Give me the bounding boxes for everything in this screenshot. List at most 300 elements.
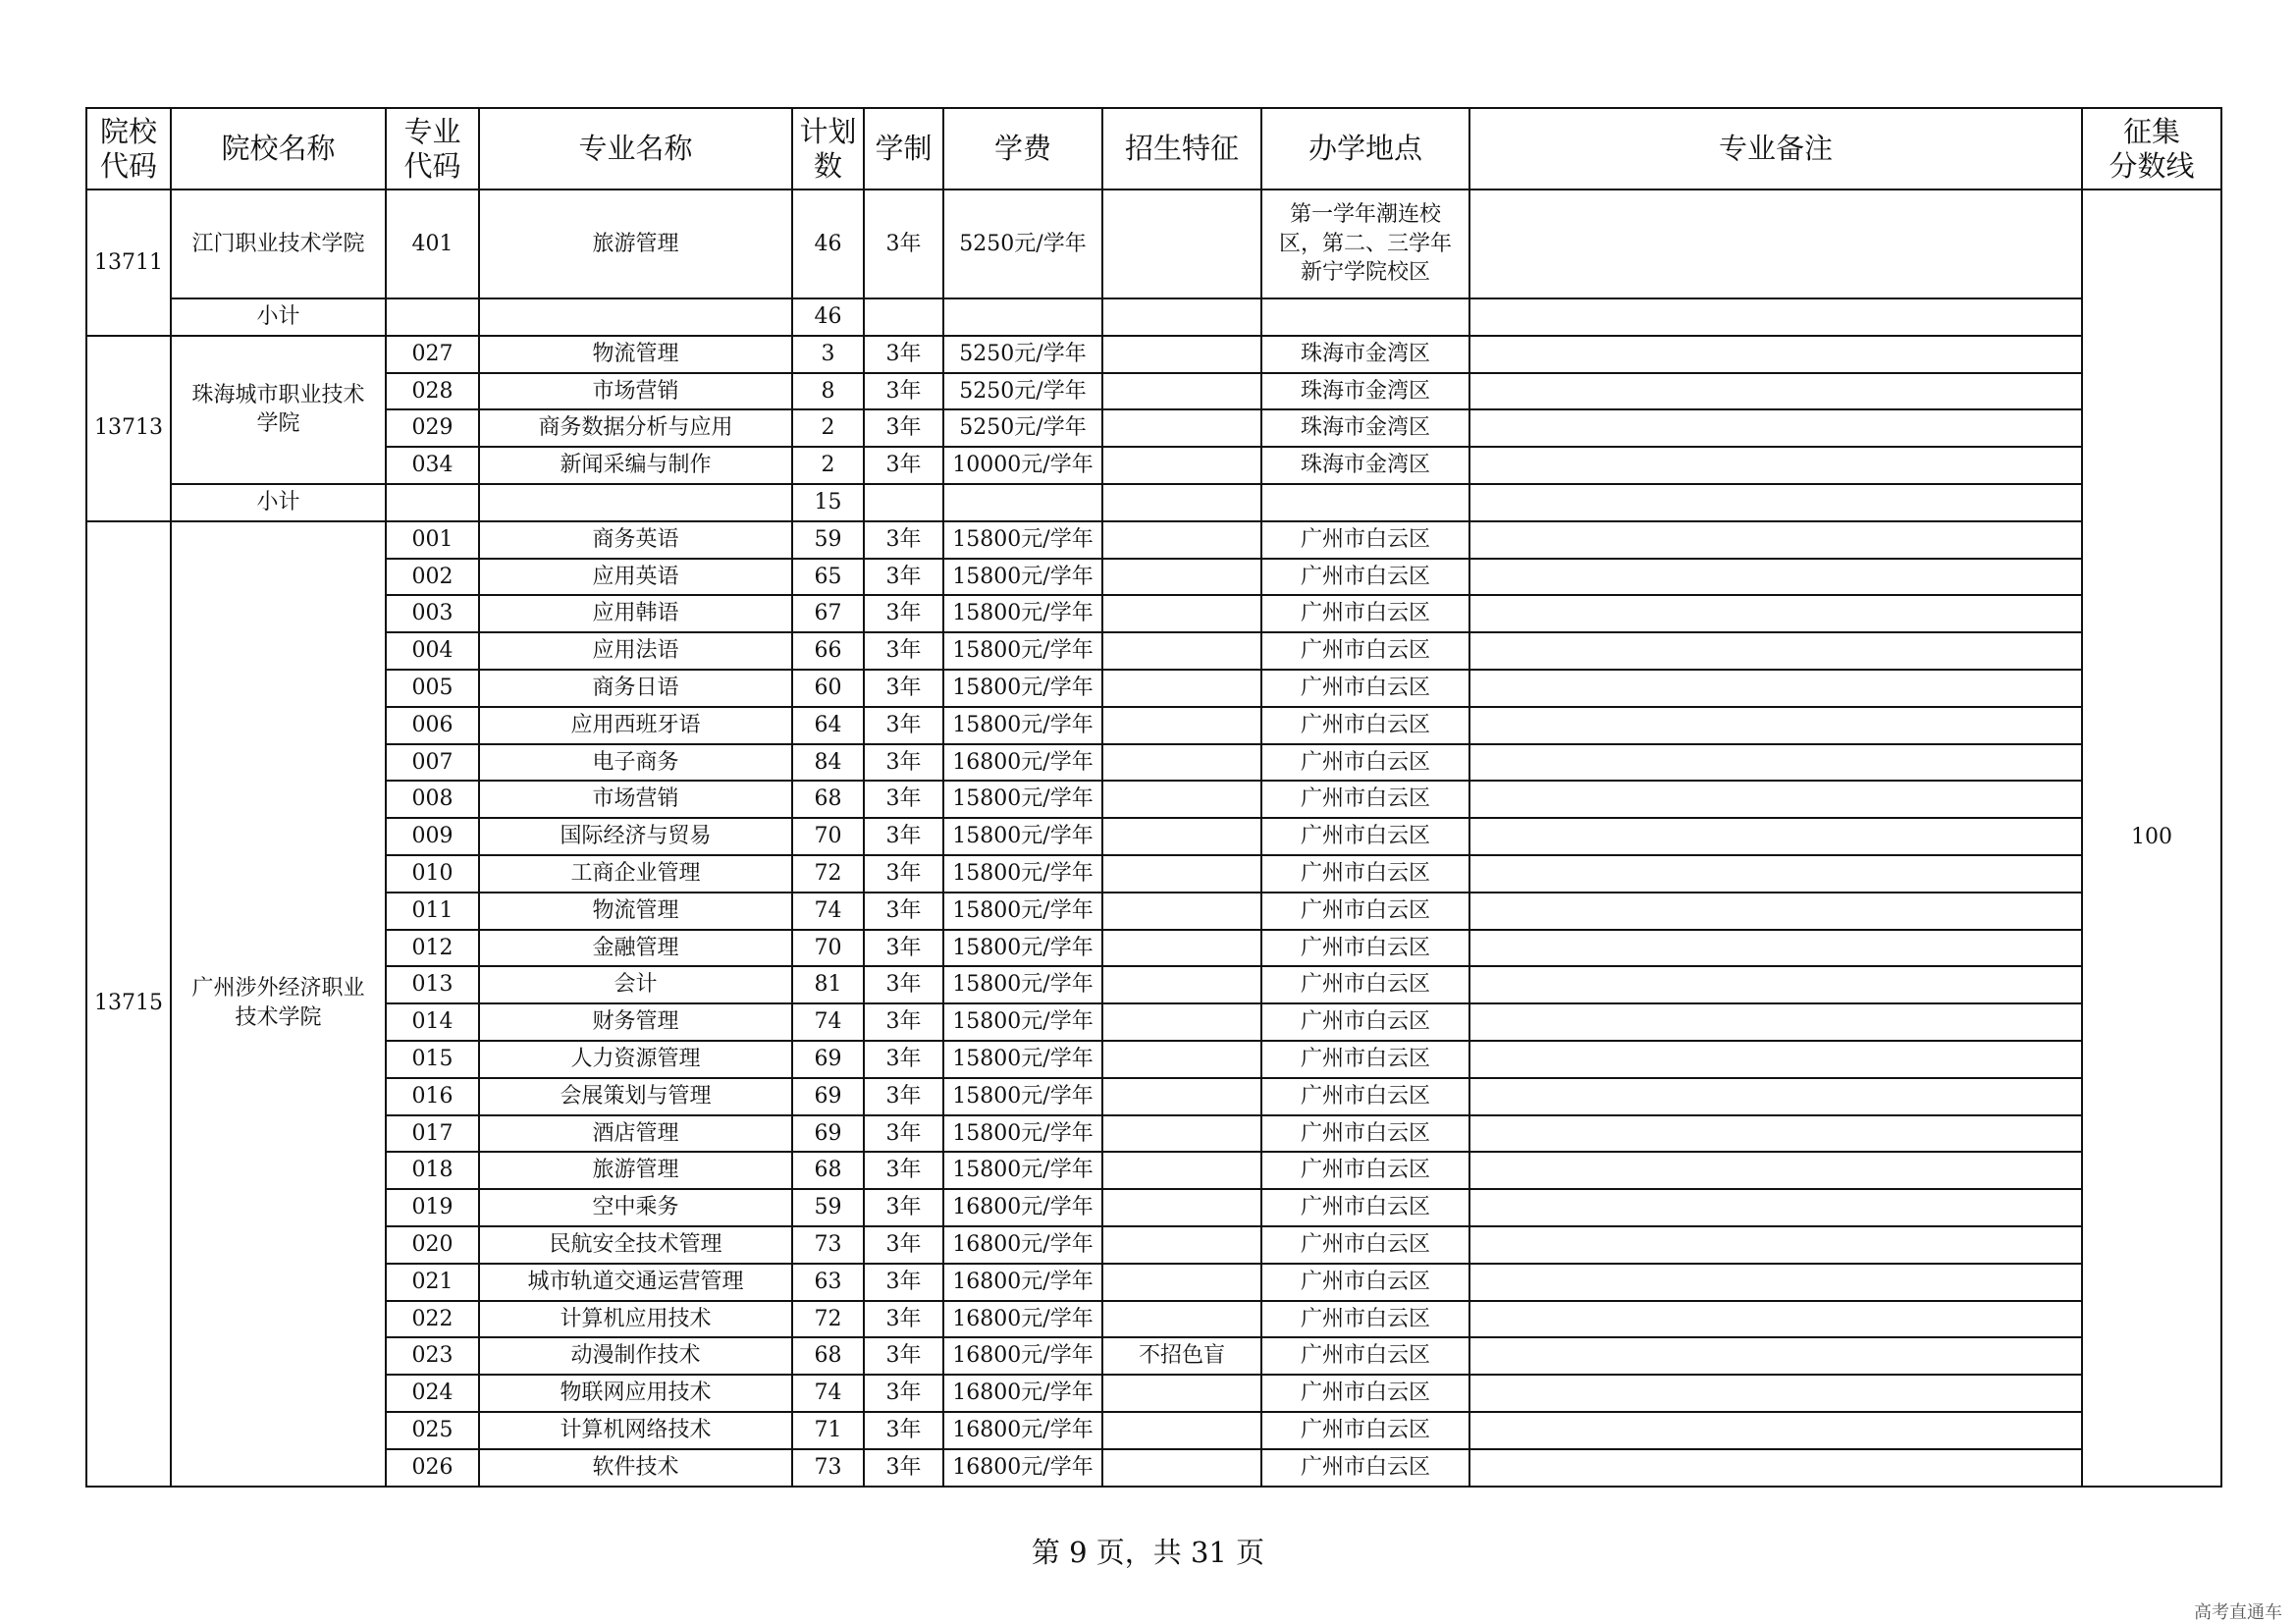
plan-count-cell: 74 (792, 893, 864, 930)
plan-count-cell: 63 (792, 1264, 864, 1301)
major-code-cell: 018 (386, 1152, 479, 1189)
major-note-cell (1469, 336, 2082, 373)
enrollment-feature-cell (1102, 595, 1261, 632)
major-code-cell: 022 (386, 1301, 479, 1338)
tuition-cell: 5250元/学年 (943, 373, 1102, 410)
major-note-cell (1469, 1152, 2082, 1189)
duration-cell: 3年 (864, 1301, 943, 1338)
duration-cell: 3年 (864, 632, 943, 670)
duration-cell: 3年 (864, 781, 943, 818)
plan-count-cell: 69 (792, 1078, 864, 1115)
tuition-cell: 15800元/学年 (943, 595, 1102, 632)
major-note-cell (1469, 930, 2082, 967)
header-school-name: 院校名称 (171, 108, 386, 189)
tuition-cell: 16800元/学年 (943, 1449, 1102, 1487)
enrollment-feature-cell (1102, 670, 1261, 707)
enrollment-feature-cell (1102, 336, 1261, 373)
header-enrollment-feature: 招生特征 (1102, 108, 1261, 189)
tuition-cell: 15800元/学年 (943, 855, 1102, 893)
enrollment-feature-cell (1102, 1189, 1261, 1226)
enrollment-feature-cell (1102, 781, 1261, 818)
major-note-cell (1469, 1226, 2082, 1264)
major-name-cell: 空中乘务 (479, 1189, 792, 1226)
location-cell: 广州市白云区 (1261, 1375, 1469, 1412)
major-name-cell: 商务日语 (479, 670, 792, 707)
major-code-cell: 026 (386, 1449, 479, 1487)
duration-cell: 3年 (864, 189, 943, 298)
enrollment-feature-cell (1102, 409, 1261, 447)
table-row (86, 1226, 2221, 1264)
major-name-cell: 电子商务 (479, 744, 792, 782)
location-cell: 广州市白云区 (1261, 1412, 1469, 1449)
header-cutoff-score: 征集 分数线 (2082, 108, 2221, 189)
enrollment-feature-cell (1102, 189, 1261, 298)
duration-cell: 3年 (864, 1412, 943, 1449)
major-name-cell: 金融管理 (479, 930, 792, 967)
enrollment-feature-cell (1102, 930, 1261, 967)
enrollment-feature-cell (1102, 744, 1261, 782)
tuition-cell: 15800元/学年 (943, 818, 1102, 855)
subtotal-tuition-cell (943, 484, 1102, 521)
duration-cell: 3年 (864, 1041, 943, 1078)
duration-cell: 3年 (864, 447, 943, 484)
table-row (86, 781, 2221, 818)
subtotal-plan-count-cell: 15 (792, 484, 864, 521)
major-note-cell (1469, 521, 2082, 559)
subtotal-row (86, 484, 2221, 521)
tuition-cell: 15800元/学年 (943, 1003, 1102, 1041)
major-name-cell: 应用西班牙语 (479, 707, 792, 744)
plan-count-cell: 67 (792, 595, 864, 632)
subtotal-feature-cell (1102, 484, 1261, 521)
table-row (86, 1189, 2221, 1226)
enrollment-feature-cell (1102, 632, 1261, 670)
duration-cell: 3年 (864, 559, 943, 596)
table-row (86, 1264, 2221, 1301)
major-code-cell: 025 (386, 1412, 479, 1449)
major-code-cell: 002 (386, 559, 479, 596)
major-note-cell (1469, 1301, 2082, 1338)
header-tuition: 学费 (943, 108, 1102, 189)
major-name-cell: 旅游管理 (479, 189, 792, 298)
major-name-cell: 物联网应用技术 (479, 1375, 792, 1412)
subtotal-duration-cell (864, 298, 943, 336)
header-major-name: 专业名称 (479, 108, 792, 189)
header-school-code: 院校 代码 (86, 108, 171, 189)
major-code-cell: 029 (386, 409, 479, 447)
major-code-cell: 401 (386, 189, 479, 298)
major-note-cell (1469, 409, 2082, 447)
major-name-cell: 软件技术 (479, 1449, 792, 1487)
location-cell: 广州市白云区 (1261, 1449, 1469, 1487)
major-name-cell: 应用韩语 (479, 595, 792, 632)
school-code-cell: 13711 (86, 189, 171, 336)
major-note-cell (1469, 893, 2082, 930)
subtotal-label-cell: 小计 (171, 298, 386, 336)
table-row (86, 1078, 2221, 1115)
table-row (86, 818, 2221, 855)
major-code-cell: 006 (386, 707, 479, 744)
major-code-cell: 005 (386, 670, 479, 707)
major-name-cell: 商务英语 (479, 521, 792, 559)
plan-count-cell: 68 (792, 1152, 864, 1189)
tuition-cell: 16800元/学年 (943, 1264, 1102, 1301)
major-code-cell: 019 (386, 1189, 479, 1226)
major-code-cell: 007 (386, 744, 479, 782)
page-number: 第 9 页，共 31 页 (1031, 1536, 1265, 1569)
major-code-cell: 014 (386, 1003, 479, 1041)
header-location: 办学地点 (1261, 108, 1469, 189)
tuition-cell: 5250元/学年 (943, 336, 1102, 373)
major-note-cell (1469, 1337, 2082, 1375)
major-note-cell (1469, 1375, 2082, 1412)
subtotal-location-cell (1261, 484, 1469, 521)
subtotal-plan-count-cell: 46 (792, 298, 864, 336)
major-code-cell: 008 (386, 781, 479, 818)
duration-cell: 3年 (864, 1449, 943, 1487)
plan-count-cell: 59 (792, 521, 864, 559)
plan-count-cell: 3 (792, 336, 864, 373)
location-cell: 广州市白云区 (1261, 632, 1469, 670)
plan-count-cell: 2 (792, 409, 864, 447)
major-note-cell (1469, 189, 2082, 298)
enrollment-feature-cell (1102, 1152, 1261, 1189)
tuition-cell: 15800元/学年 (943, 1152, 1102, 1189)
enrollment-feature-cell: 不招色盲 (1102, 1337, 1261, 1375)
major-name-cell: 工商企业管理 (479, 855, 792, 893)
major-note-cell (1469, 373, 2082, 410)
location-cell: 广州市白云区 (1261, 595, 1469, 632)
table-row (86, 1041, 2221, 1078)
major-note-cell (1469, 670, 2082, 707)
plan-count-cell: 73 (792, 1226, 864, 1264)
major-note-cell (1469, 855, 2082, 893)
major-code-cell: 024 (386, 1375, 479, 1412)
duration-cell: 3年 (864, 1152, 943, 1189)
location-cell: 广州市白云区 (1261, 744, 1469, 782)
table-body (86, 189, 2221, 1487)
tuition-cell: 16800元/学年 (943, 744, 1102, 782)
tuition-cell: 5250元/学年 (943, 189, 1102, 298)
duration-cell: 3年 (864, 893, 943, 930)
school-name-cell: 珠海城市职业技术 学院 (171, 336, 386, 484)
duration-cell: 3年 (864, 966, 943, 1003)
table-header-row (86, 108, 2221, 189)
tuition-cell: 5250元/学年 (943, 409, 1102, 447)
plan-count-cell: 2 (792, 447, 864, 484)
location-cell: 广州市白云区 (1261, 1003, 1469, 1041)
table-row (86, 189, 2221, 298)
plan-count-cell: 72 (792, 855, 864, 893)
tuition-cell: 15800元/学年 (943, 1115, 1102, 1153)
duration-cell: 3年 (864, 744, 943, 782)
location-cell: 广州市白云区 (1261, 559, 1469, 596)
plan-count-cell: 84 (792, 744, 864, 782)
enrollment-feature-cell (1102, 521, 1261, 559)
table-row (86, 559, 2221, 596)
tuition-cell: 15800元/学年 (943, 781, 1102, 818)
table-row (86, 1152, 2221, 1189)
table-row (86, 1115, 2221, 1153)
duration-cell: 3年 (864, 336, 943, 373)
location-cell: 广州市白云区 (1261, 1264, 1469, 1301)
plan-count-cell: 68 (792, 781, 864, 818)
location-cell: 珠海市金湾区 (1261, 336, 1469, 373)
major-code-cell: 013 (386, 966, 479, 1003)
major-note-cell (1469, 1003, 2082, 1041)
location-cell: 广州市白云区 (1261, 1189, 1469, 1226)
enrollment-feature-cell (1102, 893, 1261, 930)
duration-cell: 3年 (864, 373, 943, 410)
header-major-note: 专业备注 (1469, 108, 2082, 189)
plan-count-cell: 69 (792, 1115, 864, 1153)
major-name-cell: 民航安全技术管理 (479, 1226, 792, 1264)
subtotal-note-cell (1469, 484, 2082, 521)
major-code-cell: 004 (386, 632, 479, 670)
plan-count-cell: 81 (792, 966, 864, 1003)
duration-cell: 3年 (864, 1115, 943, 1153)
tuition-cell: 16800元/学年 (943, 1226, 1102, 1264)
major-name-cell: 国际经济与贸易 (479, 818, 792, 855)
major-code-cell: 028 (386, 373, 479, 410)
major-note-cell (1469, 818, 2082, 855)
table-row (86, 670, 2221, 707)
table-row (86, 373, 2221, 410)
tuition-cell: 15800元/学年 (943, 930, 1102, 967)
major-code-cell: 003 (386, 595, 479, 632)
major-code-cell: 010 (386, 855, 479, 893)
enrollment-feature-cell (1102, 1449, 1261, 1487)
plan-count-cell: 74 (792, 1375, 864, 1412)
header-duration: 学制 (864, 108, 943, 189)
enrollment-feature-cell (1102, 1115, 1261, 1153)
table-row (86, 447, 2221, 484)
tuition-cell: 15800元/学年 (943, 893, 1102, 930)
major-note-cell (1469, 632, 2082, 670)
major-code-cell: 034 (386, 447, 479, 484)
subtotal-row (86, 298, 2221, 336)
school-name-cell: 广州涉外经济职业 技术学院 (171, 521, 386, 1487)
duration-cell: 3年 (864, 670, 943, 707)
major-name-cell: 计算机应用技术 (479, 1301, 792, 1338)
duration-cell: 3年 (864, 1003, 943, 1041)
major-note-cell (1469, 1078, 2082, 1115)
plan-count-cell: 72 (792, 1301, 864, 1338)
major-note-cell (1469, 966, 2082, 1003)
plan-count-cell: 64 (792, 707, 864, 744)
table-row (86, 744, 2221, 782)
plan-count-cell: 66 (792, 632, 864, 670)
table-row (86, 1003, 2221, 1041)
major-name-cell: 应用法语 (479, 632, 792, 670)
plan-count-cell: 70 (792, 930, 864, 967)
tuition-cell: 15800元/学年 (943, 1041, 1102, 1078)
location-cell: 广州市白云区 (1261, 1337, 1469, 1375)
plan-count-cell: 74 (792, 1003, 864, 1041)
major-code-cell: 009 (386, 818, 479, 855)
location-cell: 广州市白云区 (1261, 1226, 1469, 1264)
major-note-cell (1469, 1115, 2082, 1153)
plan-count-cell: 59 (792, 1189, 864, 1226)
table-row (86, 336, 2221, 373)
subtotal-tuition-cell (943, 298, 1102, 336)
major-name-cell: 会展策划与管理 (479, 1078, 792, 1115)
tuition-cell: 15800元/学年 (943, 632, 1102, 670)
enrollment-feature-cell (1102, 1375, 1261, 1412)
plan-count-cell: 65 (792, 559, 864, 596)
plan-count-cell: 60 (792, 670, 864, 707)
enrollment-feature-cell (1102, 1078, 1261, 1115)
subtotal-major-name-cell (479, 298, 792, 336)
major-name-cell: 商务数据分析与应用 (479, 409, 792, 447)
subtotal-note-cell (1469, 298, 2082, 336)
major-code-cell: 011 (386, 893, 479, 930)
enrollment-feature-cell (1102, 1003, 1261, 1041)
duration-cell: 3年 (864, 1078, 943, 1115)
enrollment-feature-cell (1102, 1301, 1261, 1338)
plan-count-cell: 69 (792, 1041, 864, 1078)
subtotal-duration-cell (864, 484, 943, 521)
plan-count-cell: 68 (792, 1337, 864, 1375)
plan-count-cell: 71 (792, 1412, 864, 1449)
duration-cell: 3年 (864, 1375, 943, 1412)
table-row (86, 409, 2221, 447)
tuition-cell: 16800元/学年 (943, 1375, 1102, 1412)
major-name-cell: 应用英语 (479, 559, 792, 596)
major-name-cell: 计算机网络技术 (479, 1412, 792, 1449)
enrollment-feature-cell (1102, 447, 1261, 484)
school-code-cell: 13713 (86, 336, 171, 521)
enrollment-feature-cell (1102, 559, 1261, 596)
subtotal-label-cell: 小计 (171, 484, 386, 521)
major-note-cell (1469, 1264, 2082, 1301)
location-cell: 珠海市金湾区 (1261, 409, 1469, 447)
major-name-cell: 财务管理 (479, 1003, 792, 1041)
duration-cell: 3年 (864, 707, 943, 744)
table-row (86, 930, 2221, 967)
subtotal-major-code-cell (386, 298, 479, 336)
major-note-cell (1469, 707, 2082, 744)
major-note-cell (1469, 1041, 2082, 1078)
location-cell: 广州市白云区 (1261, 818, 1469, 855)
subtotal-feature-cell (1102, 298, 1261, 336)
major-note-cell (1469, 595, 2082, 632)
major-name-cell: 动漫制作技术 (479, 1337, 792, 1375)
plan-count-cell: 73 (792, 1449, 864, 1487)
enrollment-feature-cell (1102, 1264, 1261, 1301)
duration-cell: 3年 (864, 409, 943, 447)
tuition-cell: 15800元/学年 (943, 670, 1102, 707)
plan-count-cell: 8 (792, 373, 864, 410)
location-cell: 广州市白云区 (1261, 966, 1469, 1003)
location-cell: 广州市白云区 (1261, 1301, 1469, 1338)
tuition-cell: 16800元/学年 (943, 1337, 1102, 1375)
major-name-cell: 市场营销 (479, 373, 792, 410)
location-cell: 广州市白云区 (1261, 855, 1469, 893)
duration-cell: 3年 (864, 818, 943, 855)
tuition-cell: 16800元/学年 (943, 1301, 1102, 1338)
table-row (86, 1375, 2221, 1412)
duration-cell: 3年 (864, 1189, 943, 1226)
table-row (86, 1337, 2221, 1375)
location-cell: 广州市白云区 (1261, 1041, 1469, 1078)
major-note-cell (1469, 744, 2082, 782)
major-code-cell: 021 (386, 1264, 479, 1301)
location-cell: 广州市白云区 (1261, 707, 1469, 744)
location-cell: 广州市白云区 (1261, 521, 1469, 559)
header-major-code: 专业 代码 (386, 108, 479, 189)
tuition-cell: 15800元/学年 (943, 1078, 1102, 1115)
table-row (86, 893, 2221, 930)
major-code-cell: 017 (386, 1115, 479, 1153)
location-cell: 广州市白云区 (1261, 1152, 1469, 1189)
enrollment-feature-cell (1102, 855, 1261, 893)
major-name-cell: 市场营销 (479, 781, 792, 818)
table-row (86, 966, 2221, 1003)
tuition-cell: 15800元/学年 (943, 966, 1102, 1003)
major-code-cell: 001 (386, 521, 479, 559)
location-cell: 第一学年潮连校 区，第二、三学年 新宁学院校区 (1261, 189, 1469, 298)
enrollment-feature-cell (1102, 373, 1261, 410)
major-code-cell: 023 (386, 1337, 479, 1375)
major-note-cell (1469, 1449, 2082, 1487)
duration-cell: 3年 (864, 521, 943, 559)
duration-cell: 3年 (864, 595, 943, 632)
school-name-cell: 江门职业技术学院 (171, 189, 386, 298)
plan-count-cell: 70 (792, 818, 864, 855)
major-name-cell: 人力资源管理 (479, 1041, 792, 1078)
location-cell: 广州市白云区 (1261, 930, 1469, 967)
major-code-cell: 027 (386, 336, 479, 373)
enrollment-feature-cell (1102, 1041, 1261, 1078)
location-cell: 广州市白云区 (1261, 781, 1469, 818)
enrollment-feature-cell (1102, 1412, 1261, 1449)
table-row (86, 595, 2221, 632)
major-code-cell: 016 (386, 1078, 479, 1115)
major-note-cell (1469, 1189, 2082, 1226)
table-row (86, 855, 2221, 893)
duration-cell: 3年 (864, 1264, 943, 1301)
major-name-cell: 旅游管理 (479, 1152, 792, 1189)
major-name-cell: 酒店管理 (479, 1115, 792, 1153)
duration-cell: 3年 (864, 1337, 943, 1375)
duration-cell: 3年 (864, 855, 943, 893)
table-row (86, 521, 2221, 559)
tuition-cell: 16800元/学年 (943, 1189, 1102, 1226)
tuition-cell: 15800元/学年 (943, 521, 1102, 559)
major-code-cell: 020 (386, 1226, 479, 1264)
plan-count-cell: 46 (792, 189, 864, 298)
major-name-cell: 会计 (479, 966, 792, 1003)
major-name-cell: 物流管理 (479, 336, 792, 373)
watermark: 高考直通车 (2194, 1602, 2282, 1623)
duration-cell: 3年 (864, 930, 943, 967)
location-cell: 广州市白云区 (1261, 1115, 1469, 1153)
header-plan-count: 计划 数 (792, 108, 864, 189)
tuition-cell: 15800元/学年 (943, 707, 1102, 744)
major-code-cell: 012 (386, 930, 479, 967)
major-code-cell: 015 (386, 1041, 479, 1078)
school-code-cell: 13715 (86, 521, 171, 1487)
location-cell: 广州市白云区 (1261, 670, 1469, 707)
location-cell: 珠海市金湾区 (1261, 373, 1469, 410)
table-row (86, 707, 2221, 744)
table-row (86, 1301, 2221, 1338)
major-note-cell (1469, 559, 2082, 596)
subtotal-major-code-cell (386, 484, 479, 521)
location-cell: 珠海市金湾区 (1261, 447, 1469, 484)
tuition-cell: 15800元/学年 (943, 559, 1102, 596)
